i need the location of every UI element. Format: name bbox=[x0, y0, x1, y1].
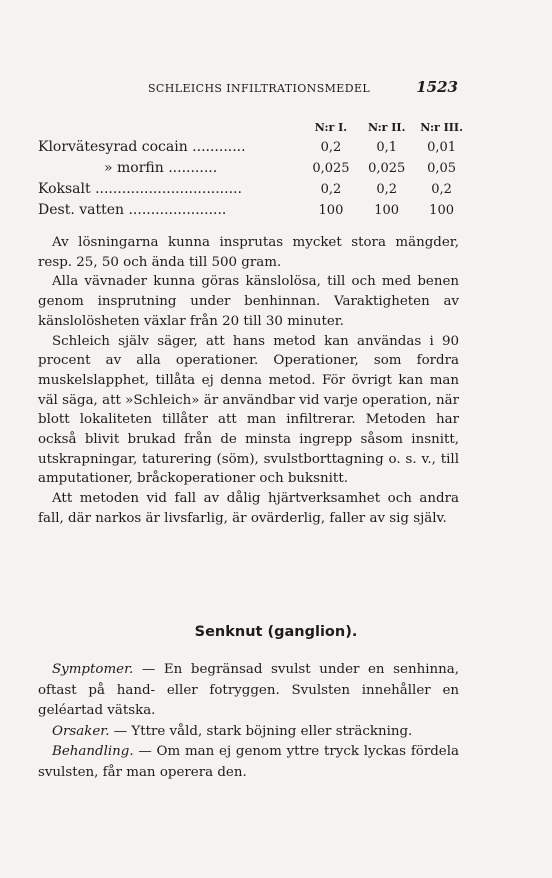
amount-cell: 0,01 bbox=[427, 140, 457, 155]
ingredient-name: Klorvätesyrad cocain ............ bbox=[38, 139, 246, 155]
item-text: — Om man ej genom yttre tryck lyckas fördela svulsten, får man operera den. bbox=[38, 744, 459, 780]
amount-cell: 100 bbox=[374, 203, 400, 218]
section-heading: Senknut (ganglion). bbox=[194, 624, 358, 640]
amount-cell: 0,025 bbox=[312, 161, 350, 176]
amount-cell: 0,2 bbox=[320, 140, 342, 155]
page-number: 1523 bbox=[416, 78, 458, 96]
amount-cell: 0,1 bbox=[376, 140, 398, 155]
amount-cell: 0,2 bbox=[431, 182, 452, 197]
paragraph: Schleich själv säger, att hans metod kan användas i 90 procent av alla operationer. Operationer, som fordra muskelslapphet, tillåta ej denna metod. För övrigt kan man väl säga, att »Schleich» är användbar vid varje operation, när blott lokaliteten tillåter att man infiltrerar. Metoden har också blivit brukad från de minsta ingrepp såsom insnitt, utskrapningar, taturering (söm), svulstborttagning o. s. v., till amputationer, bråckoperationer och buksnitt. bbox=[38, 333, 459, 487]
item-label: Behandling. bbox=[52, 744, 134, 759]
paragraph: Alla vävnader kunna göras känslolösa, till och med benen genom insprutning under benhinnan. Varaktigheten av känslolösheten växlar från 20 till 30 minuter. bbox=[38, 274, 459, 329]
amount-cell: 100 bbox=[318, 203, 344, 218]
item-label: Orsaker. bbox=[52, 723, 110, 739]
running-head: SCHLEICHS INFILTRATIONSMEDEL bbox=[148, 82, 371, 95]
amount-cell: 0,2 bbox=[376, 182, 398, 197]
ingredient-name: » morfin ........... bbox=[104, 160, 218, 176]
item-text: — En begränsad svulst under en senhinna, oftast på hand- eller fotryggen. Svulsten innehåller en geléartad vätska. bbox=[38, 662, 459, 718]
formula-row bbox=[38, 179, 468, 200]
ingredient-name: Koksalt ................................. bbox=[38, 181, 242, 197]
column-header: N:r III. bbox=[420, 121, 463, 134]
formula-table bbox=[38, 118, 468, 221]
column-header: N:r I. bbox=[314, 121, 348, 134]
section-item bbox=[38, 742, 459, 783]
paragraph: Att metoden vid fall av dålig hjärtverksamhet och andra fall, där narkos är livsfarlig, är ovärderlig, faller av sig själv. bbox=[38, 491, 459, 526]
paragraph: Av lösningarna kunna insprutas mycket stora mängder, resp. 25, 50 och ända till 500 gram. bbox=[38, 235, 459, 270]
amount-cell: 0,05 bbox=[427, 161, 457, 176]
item-text: — Yttre våld, stark böjning eller sträckning. bbox=[109, 723, 413, 739]
item-label: Symptomer. bbox=[52, 662, 134, 677]
ingredient-name: Dest. vatten ...................... bbox=[38, 202, 227, 218]
amount-cell: 100 bbox=[429, 203, 454, 218]
section-item bbox=[38, 722, 459, 743]
amount-cell: 0,025 bbox=[368, 161, 406, 176]
body-text bbox=[38, 233, 459, 529]
formula-header-row bbox=[38, 118, 468, 137]
section-item bbox=[38, 660, 459, 722]
formula-row bbox=[38, 158, 468, 179]
formula-row bbox=[38, 137, 468, 158]
page-header bbox=[148, 78, 458, 100]
section-body bbox=[38, 660, 459, 783]
formula-row bbox=[38, 200, 468, 221]
column-header: N:r II. bbox=[367, 121, 406, 134]
amount-cell: 0,2 bbox=[320, 182, 342, 197]
